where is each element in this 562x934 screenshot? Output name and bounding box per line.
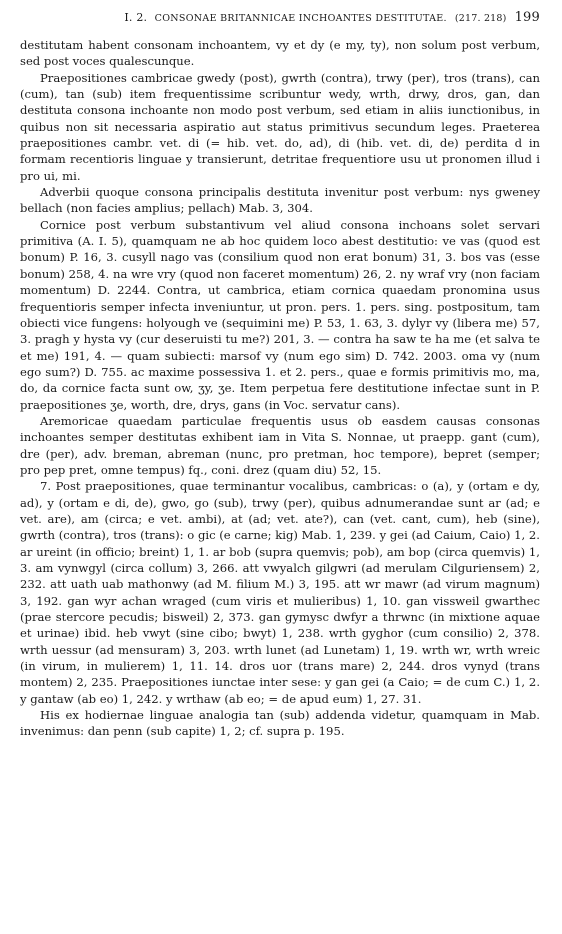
paragraph: 7. Post praepositiones, quae terminantur vocalibus, cambricas: o (a), y (ortam e dy, ad), y (ortam e di, de), gwo, go (sub), trwy (per), quibus adnumerandae sunt ar (ad; e vet. are), am (circa; e vet. ambi), at (ad; vet. ate?), can (vet. cant, cum), heb (sine), gwrth (contra), tros (trans): o gic (e carne; kig) Mab. 1, 239. y gei (ad Caium, Caio) 1, 2. ar ureint (in officio; breint) 1, 1. ar bob (supra quemvis; pob), am bop (circa quemvis) 1, 3. am vynwgyl (circa collum) 3, 266. att vwyalch gilgwri (ad merulam Cilguriensem) 2, 232. att uath uab mathonwy (ad M. filium M.) 3, 195. att wr mawr (ad virum magnum) 3, 192. gan wyr achan wraged (cum viris et mulieribus) 1, 10. gan vissweil gwarthec (prae stercore pecudis; bisweil) 2, 373. gan gymysc dwfyr a thrwnc (in mixtione aquae et urinae) ibid. heb vwyt (sine cibo; bwyt) 1, 238. wrth gyghor (cum consilio) 2, 378. wrth uessur (ad mensuram) 3, 203. wrth lunet (ad Lunetam) 1, 19. wrth wr, wrth wreic (in virum, in mulierem) 1, 11. 14. dros uor (trans mare) 2, 244. dros vynyd (trans montem) 2, 235. Praepositiones iunctae inter sese: y gan gei (a Caio; = de cum C.) 1, 2. y gantaw (ab eo) 1, 242. y wrthaw (ab eo; = de apud eum) 1, 27. 31. (20, 479, 540, 706)
paragraph: Cornice post verbum substantivum vel aliud consona inchoans solet servari primitiva (A. I. 5), quamquam ne ab hoc quidem loco abest destitutio: ve vas (quod est bonum) P. 16, 3. cusyll nago vas (consilium quod non erat bonum) 31, 3. bos vas (esse bonum) 258, 4. na wre vry (quod non faceret momentum) 26, 2. ny wraf vry (non faciam momentum) D. 2244. Contra, ut cambrica, etiam cornica quaedam pronomina usus frequentioris semper infecta inveniuntur, ut pron. pers. 1. pers. sing. postpositum, tam obiecti vice fungens: holyough ve (sequimini me) P. 53, 1. 63, 3. dylyr vy (libera me) 57, 3. pragh y hysta vy (cur deseruisti tu me?) 201, 3. — contra ha saw te ha me (et salva te et me) 191, 4. — quam subiecti: marsof vy (num ego sim) D. 742. 2003. oma vy (num ego sum?) D. 755. ac maxime possessiva 1. et 2. pers., quae e formis primitivis mo, ma, do, da cornice facta sunt ow, ʒy, ʒe. Item perpetua fere destitutione infectae sunt in P. praepositiones ʒe, worth, dre, drys, gans (in Voc. servatur cans). (20, 217, 540, 412)
paragraph: Praepositiones cambricae gwedy (post), gwrth (contra), trwy (per), tros (trans), can (cum), tan (sub) item frequentissime scribuntur wedy, wrth, drwy, dros, gan, dan destituta consona inchoante non modo post verbum, sed etiam in aliis iunctionibus, in quibus non sit necessaria aspiratio aut status primitivus secundum leges. Praeterea praepositiones cambr. vet. di (= hib. vet. do, ad), di (hib. vet. di, de) perdita d in formam recentioris linguae y transierunt, detritae frequentiore usu ut pronomen illud i pro ui, mi. (20, 70, 540, 183)
running-head (20, 10, 540, 32)
paragraph: Adverbii quoque consona principalis destituta invenitur post verbum: nys gweney bellach (non facies amplius; pellach) Mab. 3, 304. (20, 185, 540, 216)
paragraph: Aremoricae quaedam particulae frequentis usus ob easdem causas consonas inchoantes semper destitutas exhibent iam in Vita S. Nonnae, ut praepp. gant (cum), dre (per), adv. breman, abreman (nunc, pro pretman, hoc tempore), bepret (semper; pro pep pret, omne tempus) fq., coni. drez (quam diu) 52, 15. (20, 413, 540, 477)
paragraph: destitutam habent consonam inchoantem, vy et dy (e my, ty), non solum post verbum, sed post voces qualescunque. (20, 38, 540, 69)
page-references: (217. 218) (454, 13, 507, 24)
running-title: CONSONAE BRITANNICAE INCHOANTES DESTITUTAE. (154, 13, 447, 24)
paragraph: His ex hodiernae linguae analogia tan (sub) addenda videtur, quamquam in Mab. invenimus: dan penn (sub capite) 1, 2; cf. supra p. 195. (20, 708, 540, 739)
page-number: 199 (514, 10, 540, 25)
section-number: I. 2. (124, 11, 148, 24)
